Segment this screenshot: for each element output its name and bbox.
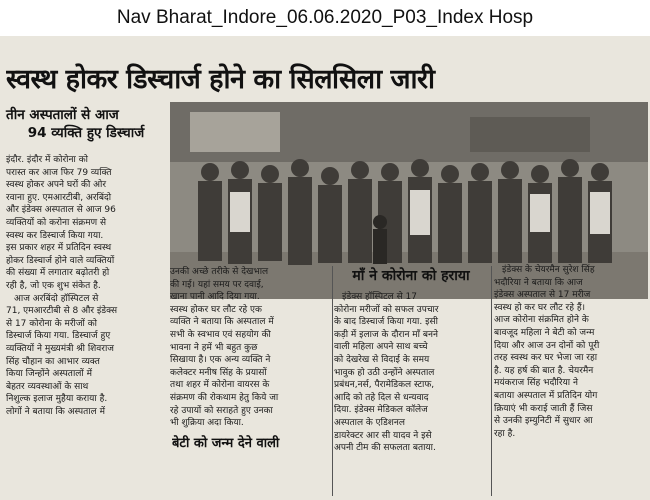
text-line: आदि को तहे दिल से धन्यवाद <box>334 392 429 403</box>
subheadline <box>6 106 166 142</box>
text-line: स्वस्थ होकर अपने घरों की ओर <box>6 180 107 191</box>
text-line: सिंह चौहान का आभार व्यक्त <box>6 356 100 367</box>
text-line: सिखाया है। एक अन्य व्यक्ति ने <box>170 355 271 366</box>
newspaper-clipping <box>0 36 650 500</box>
text-line: और इंडेक्स अस्पताल से आज 96 <box>6 205 116 216</box>
text-line: की संख्या में लगातार बढ़ोतरी हो <box>6 268 110 279</box>
text-line: व्यक्तियों को करोना संक्रमण से <box>6 217 107 228</box>
column-2-subheading: बेटी को जन्म देने वाली <box>172 436 280 451</box>
text-line: भावुक हो उठी उन्होंने अस्पताल <box>334 367 435 378</box>
text-line: इस प्रकार शहर में प्रतिदिन स्वस्थ <box>6 243 112 254</box>
text-line: क्रियाएं भी कराई जाती हैं जिस <box>494 403 593 414</box>
column-divider <box>491 266 492 496</box>
text-line: इंडेक्स अस्पताल से 17 मरीज <box>494 290 591 301</box>
text-line: तरह स्वस्थ कर घर भेजा जा रहा <box>494 353 598 364</box>
subheadline-line: तीन अस्पतालों से आज <box>6 107 119 123</box>
text-line: भी शुक्रिया अदा किया. <box>170 418 244 429</box>
text-line: को देखरेख से विदाई के समय <box>334 354 430 365</box>
text-line: 71, एमआरटीबी से 8 और इंडेक्स <box>6 306 118 317</box>
article-column-2 <box>170 266 330 430</box>
text-line: अपनी टीम की सफलता बताया. <box>334 443 436 454</box>
text-line: दिया और आज उन दोनों को पूरी <box>494 340 600 351</box>
text-line: के बाद डिस्चार्ज किया गया. इसी <box>334 317 438 328</box>
text-line: इंदौर. इंदौर में कोरोना को <box>6 155 88 165</box>
text-line: रही है, जो एक शुभ संकेत है. <box>6 280 101 291</box>
text-line: कलेक्टर मनीष सिंह के प्रयासों <box>170 367 267 378</box>
article-column-3 <box>334 291 490 455</box>
text-line: इंडेक्स के चेयरमैन सुरेश सिंह <box>502 265 595 275</box>
text-line: स्वस्थ कर डिस्चार्ज किया गया. <box>6 230 104 241</box>
text-line: दिया. इंडेक्स मेडिकल कॉलेज <box>334 405 428 416</box>
text-line: होकर डिस्चार्ज होने वाले व्यक्तियों <box>6 255 115 266</box>
text-line: स्वस्थ हो कर घर लौट रहे हैं। <box>494 302 586 313</box>
column-divider <box>332 266 333 496</box>
text-line: व्यक्ति ने बताया कि अस्पताल में <box>170 317 274 328</box>
text-line: बावजूद महिला ने बेटी को जन्म <box>494 327 595 338</box>
text-line: डायरेक्टर आर सी यादव ने इसे <box>334 430 432 441</box>
text-line: डिस्चार्ज किया गया. डिस्चार्ज हुए <box>6 331 111 342</box>
text-line: संक्रमण की रोकथाम हेतु किये जा <box>170 392 279 403</box>
text-line: व्यक्तियों ने मुख्यमंत्री श्री शिवराज <box>6 343 114 354</box>
text-line: बताया अस्पताल में प्रतिदिन योग <box>494 390 598 401</box>
subheadline-line: 94 व्यक्ति हुए डिस्चार्ज <box>27 125 145 141</box>
text-line: सभी के स्वभाव एवं सहयोग की <box>170 329 271 340</box>
text-line: रवाना हुए. एमआरटीबी, अरबिंदो <box>6 192 112 203</box>
text-line: इंडेक्स हॉस्पिटल से 17 <box>342 292 417 302</box>
article-column-4 <box>494 264 646 440</box>
text-line: है. यह हर्ष की बात है. चेयरमैन <box>494 365 594 376</box>
text-line: से उनकी इम्युनिटी में सुधार आ <box>494 416 593 427</box>
headline: स्वस्थ होकर डिस्चार्ज होने का सिलसिला जारी <box>6 64 435 95</box>
text-line: उनकी अच्छे तरीके से देखभाल <box>170 267 269 277</box>
text-line: परास्त कर आज फिर 79 व्यक्ति <box>6 167 112 178</box>
column-3-heading: माँ ने कोरोना को हराया <box>352 268 470 284</box>
text-line: स्वस्थ होकर घर लौट रहे एक <box>170 304 262 315</box>
text-line: खाना पानी आदि दिया गया. <box>170 292 260 303</box>
text-line: तथा शहर में कोरोना वायरस के <box>170 380 270 391</box>
text-line: आज कोरोना संक्रमित होने के <box>494 315 589 326</box>
text-line: मयंकराज सिंह भदौरिया ने <box>494 378 578 389</box>
text-line: भदौरिया ने बताया कि आज <box>494 277 583 288</box>
text-line: किया जिन्होंने अस्पतालों में <box>6 369 92 380</box>
text-line: भावना ने हमें भी बहुत कुछ <box>170 342 258 353</box>
text-line: रहा है. <box>494 428 516 439</box>
text-line: प्रबंधन,नर्स, पैरामेडिकल स्टाफ, <box>334 380 435 391</box>
text-line: कोरोना मरीजों को सफल उपचार <box>334 304 439 315</box>
text-line: रहे उपायों को सराहते हुए उनका <box>170 405 273 416</box>
text-line: अस्पताल के एडिशनल <box>334 417 406 428</box>
text-line: की गई। यहां समय पर दवाई, <box>170 279 264 290</box>
clipping-caption: Nav Bharat_Indore_06.06.2020_P03_Index Hosp <box>0 0 650 36</box>
text-line: लोगों ने बताया कि अस्पताल में <box>6 406 105 417</box>
text-line: आज अरबिंदो हॉस्पिटल से <box>14 293 99 304</box>
text-line: से 17 कोरोना के मरीजों को <box>6 318 97 329</box>
text-line: वाली महिला अपने साथ बच्चे <box>334 342 428 353</box>
text-line: निशुल्क इलाज मुहैया कराया है. <box>6 394 108 405</box>
text-line: बेहतर व्यवस्थाओं के साथ <box>6 381 89 392</box>
article-column-1 <box>6 154 164 418</box>
text-line: कड़ी में इलाज के दौरान माँ बनने <box>334 329 439 340</box>
